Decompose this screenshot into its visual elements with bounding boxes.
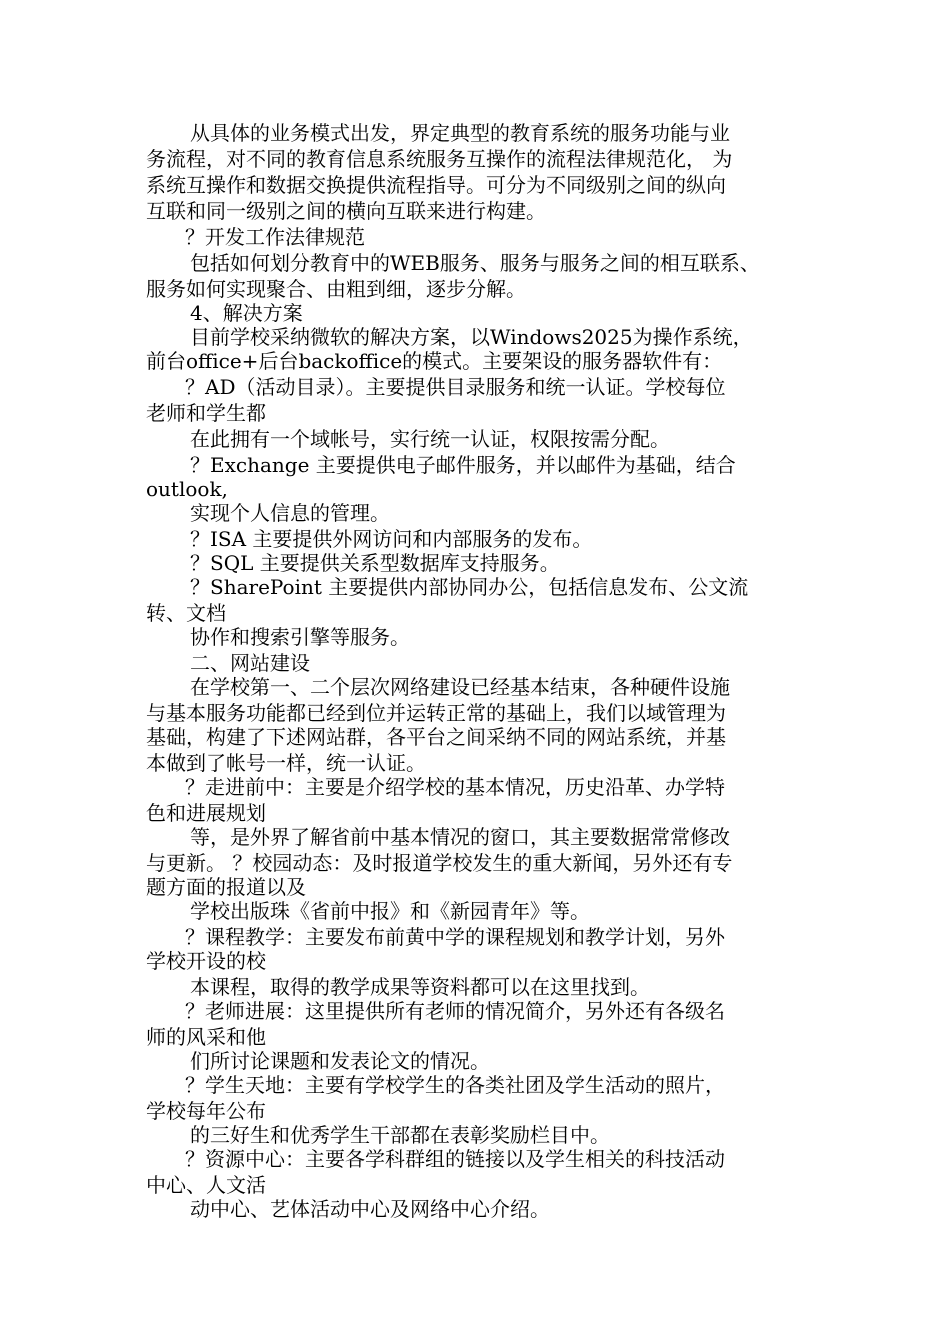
- text-line: ？老师进展：这里提供所有老师的情况简介，另外还有各级名: [185, 999, 725, 1023]
- text-line: ？学生天地：主要有学校学生的各类社团及学生活动的照片，: [185, 1073, 725, 1097]
- text-line: 学校开设的校: [146, 949, 266, 973]
- text-line: ？Exchange 主要提供电子邮件服务，并以邮件为基础，结合: [190, 453, 736, 477]
- text-line: 题方面的报道以及: [146, 875, 306, 899]
- text-line: 与基本服务功能都已经到位并运转正常的基础上，我们以域管理为: [146, 701, 726, 725]
- text-line: ？SQL 主要提供关系型数据库支持服务。: [190, 551, 560, 575]
- text-line: ？资源中心：主要各学科群组的链接以及学生相关的科技活动: [185, 1147, 725, 1171]
- text-line: 们所讨论课题和发表论文的情况。: [190, 1049, 490, 1073]
- text-line: 动中心、艺体活动中心及网络中心介绍。: [190, 1197, 550, 1221]
- text-line: 包括如何划分教育中的WEB服务、服务与服务之间的相互联系、: [190, 251, 760, 275]
- text-line: ？走进前中：主要是介绍学校的基本情况，历史沿革、办学特: [185, 775, 725, 799]
- text-line: 二、网站建设: [190, 651, 310, 675]
- text-line: 从具体的业务模式出发，界定典型的教育系统的服务功能与业: [190, 121, 730, 145]
- text-line: 前台office+后台backoffice的模式。主要架设的服务器软件有：: [146, 349, 723, 373]
- text-line: 系统互操作和数据交换提供流程指导。可分为不同级别之间的纵向: [146, 173, 726, 197]
- text-line: outlook,: [146, 477, 228, 501]
- text-line: 协作和搜索引擎等服务。: [190, 625, 410, 649]
- text-line: 的三好生和优秀学生干部都在表彰奖励栏目中。: [190, 1123, 610, 1147]
- text-line: 本课程，取得的教学成果等资料都可以在这里找到。: [190, 975, 650, 999]
- text-line: 与更新。 ？校园动态：及时报道学校发生的重大新闻，另外还有专: [146, 851, 733, 875]
- text-line: 在学校第一、二个层次网络建设已经基本结束，各种硬件设施: [190, 675, 730, 699]
- text-line: 目前学校采纳微软的解决方案，以Windows2025为操作系统，: [190, 325, 753, 349]
- text-line: 互联和同一级别之间的横向互联来进行构建。: [146, 199, 546, 223]
- text-line: 等，是外界了解省前中基本情况的窗口，其主要数据常常修改: [190, 825, 730, 849]
- text-line: 学校出版珠《省前中报》和《新园青年》等。: [190, 899, 590, 923]
- text-line: ？开发工作法律规范: [185, 225, 365, 249]
- text-line: ？SharePoint 主要提供内部协同办公，包括信息发布、公文流: [190, 575, 749, 599]
- text-line: 中心、人文活: [146, 1173, 266, 1197]
- text-line: 老师和学生都: [146, 401, 266, 425]
- text-line: 4、解决方案: [190, 301, 303, 325]
- text-line: 本做到了帐号一样，统一认证。: [146, 751, 426, 775]
- text-line: 基础，构建了下述网站群，各平台之间采纳不同的网站系统，并基: [146, 725, 726, 749]
- text-line: ？AD（活动目录）。主要提供目录服务和统一认证。学校每位: [185, 375, 726, 399]
- text-line: ？课程教学：主要发布前黄中学的课程规划和教学计划，另外: [185, 925, 725, 949]
- text-line: 在此拥有一个域帐号，实行统一认证，权限按需分配。: [190, 427, 670, 451]
- text-line: 色和进展规划: [146, 801, 266, 825]
- text-line: 务流程，对不同的教育信息系统服务互操作的流程法律规范化， 为: [146, 147, 733, 171]
- text-line: 学校每年公布: [146, 1099, 266, 1123]
- text-line: 转、文档: [146, 601, 226, 625]
- text-line: ？ISA 主要提供外网访问和内部服务的发布。: [190, 527, 593, 551]
- text-line: 实现个人信息的管理。: [190, 501, 390, 525]
- text-line: 师的风采和他: [146, 1025, 266, 1049]
- text-line: 服务如何实现聚合、由粗到细，逐步分解。: [146, 277, 526, 301]
